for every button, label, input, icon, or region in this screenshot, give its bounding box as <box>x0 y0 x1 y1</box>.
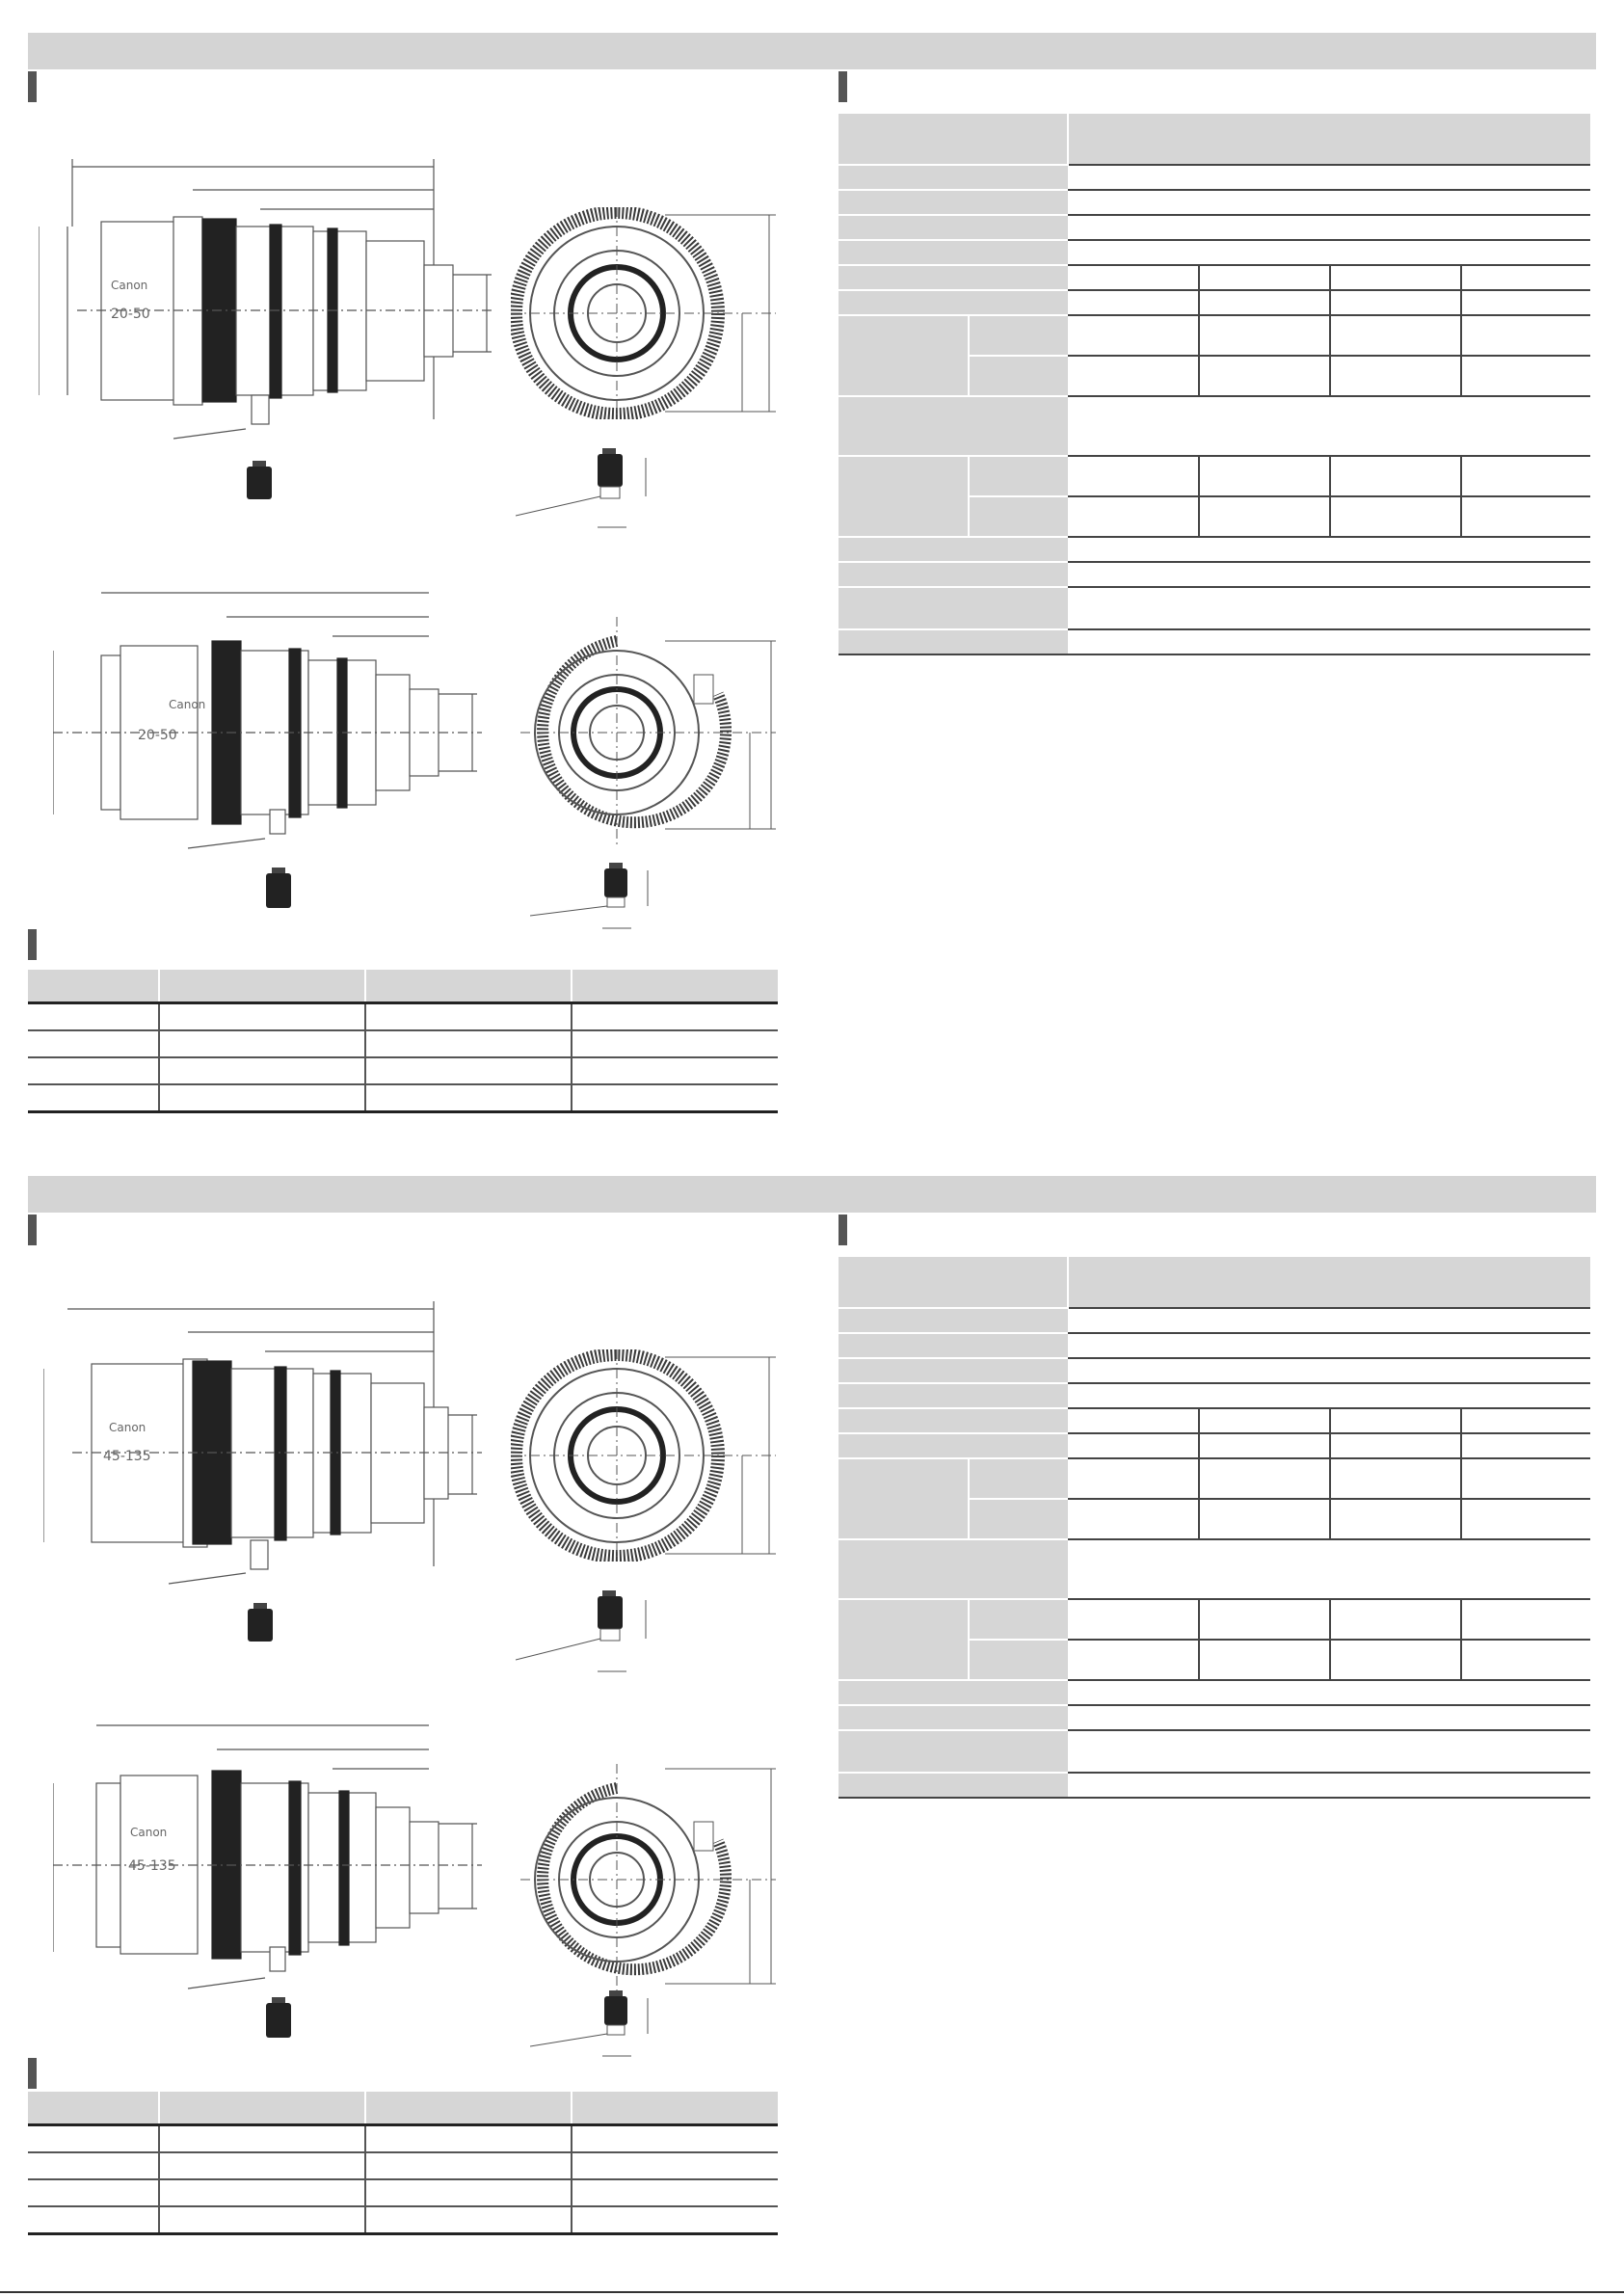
section-1-front-view-2-drawing <box>520 617 781 853</box>
spec-row <box>839 290 1590 315</box>
spec-row <box>839 265 1590 290</box>
spec-row <box>839 537 1590 562</box>
spec-row <box>839 1458 1590 1499</box>
spec-row <box>839 1308 1590 1333</box>
section-1-side-view-drawing <box>39 149 501 458</box>
spec-row <box>839 1773 1590 1798</box>
spec-row <box>839 562 1590 587</box>
section-1-zoom-knob-2-drawing <box>264 868 293 908</box>
spec-row <box>839 1433 1590 1458</box>
table-header-cell <box>365 2092 572 2125</box>
section-1-header-band <box>28 33 1596 69</box>
svg-text:Canon: Canon <box>169 698 206 711</box>
section-2-front-view-2-drawing <box>520 1764 781 2005</box>
section-2-front-knob-drawing <box>516 1590 660 1677</box>
table-row <box>28 2152 778 2179</box>
section-2-front-knob-2-drawing <box>530 1990 665 2063</box>
spec-row <box>839 1358 1590 1383</box>
spec-header-row <box>839 114 1590 165</box>
svg-text:45-135: 45-135 <box>103 1449 151 1464</box>
spec-row <box>839 190 1590 215</box>
table-row <box>28 1084 778 1112</box>
spec-row <box>839 456 1590 496</box>
spec-row <box>839 165 1590 190</box>
section-1-table-heading-marker <box>28 929 37 960</box>
spec-row <box>839 1680 1590 1705</box>
spec-row <box>839 1408 1590 1433</box>
section-1-drawing-heading-marker <box>28 71 37 102</box>
svg-text:20-50: 20-50 <box>138 728 177 743</box>
section-1-small-table <box>28 970 778 1113</box>
section-2-drawing-heading-marker <box>28 1215 37 1245</box>
section-1-spec-table <box>839 114 1590 655</box>
svg-text:Canon: Canon <box>111 279 148 292</box>
section-2-zoom-knob-2-drawing <box>264 1997 293 2038</box>
spec-row <box>839 629 1590 654</box>
table-row <box>28 2179 778 2206</box>
section-2-side-view-2-drawing <box>53 1716 496 2005</box>
table-header-cell <box>159 2092 365 2125</box>
section-1-zoom-knob-drawing <box>245 461 274 499</box>
table-row <box>28 1003 778 1031</box>
section-2-front-view-drawing <box>511 1349 781 1562</box>
table-header-cell <box>28 2092 159 2125</box>
page-footer-rule <box>0 2291 1624 2293</box>
section-2-spec-heading-marker <box>839 1215 847 1245</box>
table-header-cell <box>572 2092 778 2125</box>
spec-row <box>839 240 1590 265</box>
spec-row <box>839 1383 1590 1408</box>
section-2-zoom-knob-drawing <box>246 1603 275 1642</box>
section-2-small-table <box>28 2092 778 2235</box>
spec-row <box>839 396 1590 456</box>
section-2-spec-table <box>839 1257 1590 1799</box>
table-header-row <box>28 2092 778 2125</box>
section-1-front-knob-2-drawing <box>530 863 665 935</box>
svg-text:45-135: 45-135 <box>128 1858 176 1874</box>
svg-text:20-50: 20-50 <box>111 307 150 322</box>
svg-text:Canon: Canon <box>109 1421 146 1434</box>
spec-row <box>839 1705 1590 1730</box>
table-row <box>28 1057 778 1084</box>
spec-row <box>839 215 1590 240</box>
spec-row <box>839 1539 1590 1599</box>
table-header-cell <box>365 970 572 1003</box>
table-row <box>28 2206 778 2234</box>
section-2-side-view-drawing <box>43 1292 506 1600</box>
section-2-header-band <box>28 1176 1596 1213</box>
table-header-cell <box>28 970 159 1003</box>
table-row <box>28 1030 778 1057</box>
section-2-table-heading-marker <box>28 2058 37 2089</box>
table-header-cell <box>572 970 778 1003</box>
spec-row <box>839 1730 1590 1773</box>
spec-row <box>839 1333 1590 1358</box>
section-1-side-view-2-drawing <box>53 583 496 863</box>
svg-text:Canon: Canon <box>130 1826 168 1839</box>
table-header-cell <box>159 970 365 1003</box>
spec-header-row <box>839 1257 1590 1308</box>
spec-row <box>839 587 1590 629</box>
section-1-spec-heading-marker <box>839 71 847 102</box>
table-header-row <box>28 970 778 1003</box>
spec-row <box>839 315 1590 356</box>
table-row <box>28 2125 778 2153</box>
section-1-front-view-drawing <box>511 207 781 419</box>
spec-row <box>839 1599 1590 1640</box>
section-1-front-knob-drawing <box>516 448 660 535</box>
